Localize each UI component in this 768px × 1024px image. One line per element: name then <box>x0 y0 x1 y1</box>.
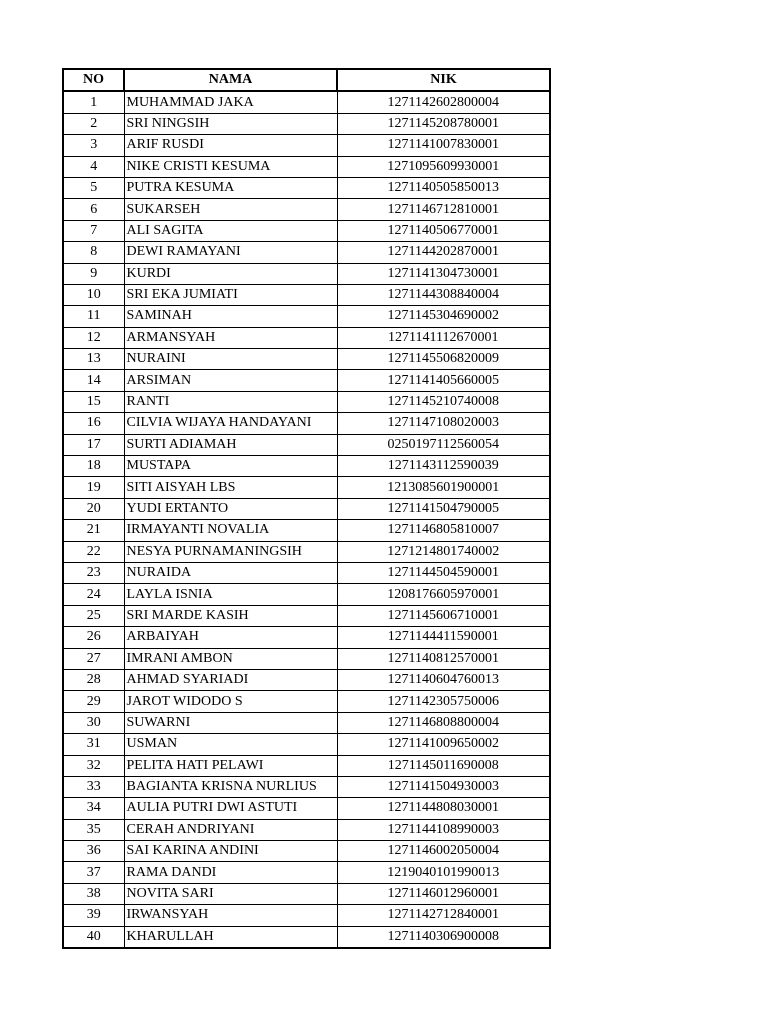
cell-nama: BAGIANTA KRISNA NURLIUS <box>124 776 337 797</box>
cell-no: 6 <box>63 199 124 220</box>
cell-no: 16 <box>63 413 124 434</box>
cell-no: 11 <box>63 306 124 327</box>
cell-nik: 1271144808030001 <box>337 798 550 819</box>
cell-nama: NIKE CRISTI KESUMA <box>124 156 337 177</box>
cell-nama: KURDI <box>124 263 337 284</box>
cell-no: 19 <box>63 477 124 498</box>
cell-nama: JAROT WIDODO S <box>124 691 337 712</box>
cell-nama: RANTI <box>124 391 337 412</box>
cell-nama: SAI KARINA ANDINI <box>124 841 337 862</box>
table-body <box>63 91 550 948</box>
table-row <box>63 605 550 626</box>
cell-nik: 1271145208780001 <box>337 113 550 134</box>
table-row <box>63 199 550 220</box>
table-row <box>63 883 550 904</box>
cell-nama: DEWI RAMAYANI <box>124 242 337 263</box>
cell-no: 26 <box>63 627 124 648</box>
cell-no: 13 <box>63 349 124 370</box>
cell-nik: 1271147108020003 <box>337 413 550 434</box>
table-row <box>63 584 550 605</box>
cell-no: 21 <box>63 520 124 541</box>
cell-no: 31 <box>63 734 124 755</box>
cell-nik: 1271141112670001 <box>337 327 550 348</box>
cell-no: 5 <box>63 177 124 198</box>
cell-no: 3 <box>63 135 124 156</box>
table-row <box>63 926 550 948</box>
cell-nama: KHARULLAH <box>124 926 337 948</box>
table-row <box>63 434 550 455</box>
cell-nama: LAYLA ISNIA <box>124 584 337 605</box>
table-row <box>63 905 550 926</box>
table-row <box>63 135 550 156</box>
cell-no: 15 <box>63 391 124 412</box>
cell-nama: RAMA DANDI <box>124 862 337 883</box>
table-row <box>63 306 550 327</box>
table-row <box>63 91 550 113</box>
cell-no: 28 <box>63 669 124 690</box>
cell-nama: SITI AISYAH LBS <box>124 477 337 498</box>
cell-nama: USMAN <box>124 734 337 755</box>
table-row <box>63 734 550 755</box>
cell-nik: 1271145304690002 <box>337 306 550 327</box>
cell-nama: IRWANSYAH <box>124 905 337 926</box>
header-nama: NAMA <box>124 69 337 91</box>
cell-nama: MUHAMMAD JAKA <box>124 91 337 113</box>
header-row <box>63 69 550 91</box>
cell-nik: 1271141304730001 <box>337 263 550 284</box>
table-row <box>63 498 550 519</box>
table-row <box>63 841 550 862</box>
cell-no: 14 <box>63 370 124 391</box>
table-row <box>63 156 550 177</box>
cell-nama: SUKARSEH <box>124 199 337 220</box>
cell-nik: 1271140604760013 <box>337 669 550 690</box>
cell-nama: NESYA PURNAMANINGSIH <box>124 541 337 562</box>
cell-nik: 1219040101990013 <box>337 862 550 883</box>
cell-nik: 1271141504930003 <box>337 776 550 797</box>
cell-nama: PUTRA KESUMA <box>124 177 337 198</box>
table-row <box>63 263 550 284</box>
cell-nik: 1213085601900001 <box>337 477 550 498</box>
cell-nik: 1271140505850013 <box>337 177 550 198</box>
cell-nik: 1271146808800004 <box>337 712 550 733</box>
table-row <box>63 562 550 583</box>
cell-nik: 1271146712810001 <box>337 199 550 220</box>
cell-nik: 1271144504590001 <box>337 562 550 583</box>
table-row <box>63 520 550 541</box>
table-row <box>63 113 550 134</box>
cell-nama: SUWARNI <box>124 712 337 733</box>
header-no: NO <box>63 69 124 91</box>
table-row <box>63 755 550 776</box>
table-row <box>63 691 550 712</box>
cell-nama: AHMAD SYARIADI <box>124 669 337 690</box>
table-row <box>63 177 550 198</box>
data-table <box>62 68 551 949</box>
cell-nama: SURTI ADIAMAH <box>124 434 337 455</box>
cell-no: 27 <box>63 648 124 669</box>
cell-nik: 1271141504790005 <box>337 498 550 519</box>
table-row <box>63 798 550 819</box>
table-row <box>63 242 550 263</box>
cell-nik: 1271142602800004 <box>337 91 550 113</box>
cell-nik: 1271143112590039 <box>337 456 550 477</box>
cell-no: 20 <box>63 498 124 519</box>
cell-nik: 1271095609930001 <box>337 156 550 177</box>
table-row <box>63 477 550 498</box>
table-row <box>63 669 550 690</box>
cell-nik: 1271146002050004 <box>337 841 550 862</box>
cell-no: 35 <box>63 819 124 840</box>
cell-nama: CERAH ANDRIYANI <box>124 819 337 840</box>
table-header <box>63 69 550 91</box>
cell-nama: SRI MARDE KASIH <box>124 605 337 626</box>
cell-nik: 1271144108990003 <box>337 819 550 840</box>
cell-nik: 1271144202870001 <box>337 242 550 263</box>
cell-no: 38 <box>63 883 124 904</box>
cell-no: 22 <box>63 541 124 562</box>
cell-nik: 1271145011690008 <box>337 755 550 776</box>
cell-no: 2 <box>63 113 124 134</box>
table-row <box>63 349 550 370</box>
cell-nik: 1271145506820009 <box>337 349 550 370</box>
cell-nama: SAMINAH <box>124 306 337 327</box>
cell-nik: 1271140306900008 <box>337 926 550 948</box>
cell-no: 23 <box>63 562 124 583</box>
cell-no: 9 <box>63 263 124 284</box>
header-nik: NIK <box>337 69 550 91</box>
cell-nama: MUSTAPA <box>124 456 337 477</box>
cell-no: 34 <box>63 798 124 819</box>
cell-nama: IRMAYANTI NOVALIA <box>124 520 337 541</box>
cell-no: 1 <box>63 91 124 113</box>
cell-nik: 1271141009650002 <box>337 734 550 755</box>
table-row <box>63 413 550 434</box>
cell-nik: 1271214801740002 <box>337 541 550 562</box>
cell-no: 12 <box>63 327 124 348</box>
cell-no: 40 <box>63 926 124 948</box>
cell-nama: AULIA PUTRI DWI ASTUTI <box>124 798 337 819</box>
cell-no: 36 <box>63 841 124 862</box>
cell-nik: 1271140812570001 <box>337 648 550 669</box>
cell-nik: 1271144308840004 <box>337 284 550 305</box>
cell-nama: YUDI ERTANTO <box>124 498 337 519</box>
cell-nama: NURAIDA <box>124 562 337 583</box>
cell-no: 7 <box>63 220 124 241</box>
cell-no: 32 <box>63 755 124 776</box>
cell-nik: 1271145210740008 <box>337 391 550 412</box>
cell-no: 10 <box>63 284 124 305</box>
cell-no: 8 <box>63 242 124 263</box>
cell-nama: ALI SAGITA <box>124 220 337 241</box>
cell-nama: ARIF RUSDI <box>124 135 337 156</box>
cell-nik: 1271141007830001 <box>337 135 550 156</box>
cell-no: 39 <box>63 905 124 926</box>
table-row <box>63 284 550 305</box>
cell-no: 18 <box>63 456 124 477</box>
table-row <box>63 627 550 648</box>
cell-nik: 1271145606710001 <box>337 605 550 626</box>
cell-no: 17 <box>63 434 124 455</box>
table-row <box>63 541 550 562</box>
table-row <box>63 220 550 241</box>
cell-no: 24 <box>63 584 124 605</box>
table-row <box>63 391 550 412</box>
cell-nama: PELITA HATI PELAWI <box>124 755 337 776</box>
cell-nik: 1271142712840001 <box>337 905 550 926</box>
table-row <box>63 776 550 797</box>
cell-nama: ARMANSYAH <box>124 327 337 348</box>
cell-nama: SRI EKA JUMIATI <box>124 284 337 305</box>
cell-nama: NURAINI <box>124 349 337 370</box>
cell-nik: 1271146805810007 <box>337 520 550 541</box>
cell-nik: 1271146012960001 <box>337 883 550 904</box>
table-row <box>63 456 550 477</box>
cell-nama: NOVITA SARI <box>124 883 337 904</box>
cell-nik: 1208176605970001 <box>337 584 550 605</box>
cell-nama: CILVIA WIJAYA HANDAYANI <box>124 413 337 434</box>
cell-nama: IMRANI AMBON <box>124 648 337 669</box>
cell-no: 4 <box>63 156 124 177</box>
cell-nik: 0250197112560054 <box>337 434 550 455</box>
table-row <box>63 712 550 733</box>
cell-no: 25 <box>63 605 124 626</box>
cell-nama: SRI NINGSIH <box>124 113 337 134</box>
cell-no: 29 <box>63 691 124 712</box>
table-row <box>63 819 550 840</box>
cell-no: 37 <box>63 862 124 883</box>
cell-nik: 1271140506770001 <box>337 220 550 241</box>
cell-nik: 1271144411590001 <box>337 627 550 648</box>
table-row <box>63 370 550 391</box>
table-row <box>63 327 550 348</box>
cell-nama: ARBAIYAH <box>124 627 337 648</box>
cell-no: 33 <box>63 776 124 797</box>
cell-nik: 1271142305750006 <box>337 691 550 712</box>
cell-nama: ARSIMAN <box>124 370 337 391</box>
cell-no: 30 <box>63 712 124 733</box>
table-row <box>63 862 550 883</box>
table-row <box>63 648 550 669</box>
cell-nik: 1271141405660005 <box>337 370 550 391</box>
